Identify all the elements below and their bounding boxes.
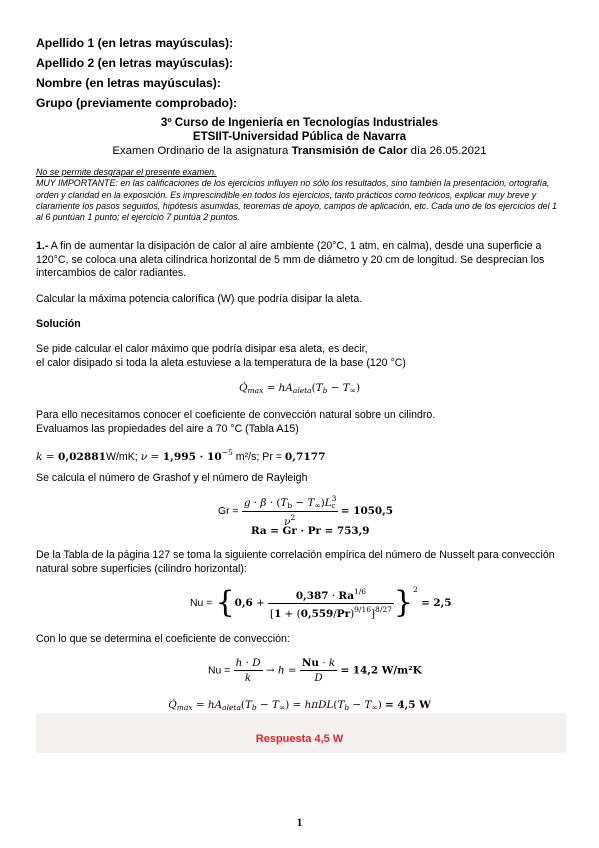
- nu-fraction: $\frac{0,387 \cdot Ra^{1/6}}{[1 + (0,559/Pr)^{9/16}]^{8/27}}$: [270, 586, 392, 620]
- equation-h: Nu = $\frac{h \cdot D}{k}$ → h = $\frac{Nu \cdot k}{D}$ = 14,2 W/m²K: [208, 657, 422, 684]
- answer-text: Respuesta 4,5 W: [255, 733, 344, 745]
- exam-date: día 26.05.2021: [410, 145, 487, 157]
- course-title: 3º Curso de Ingeniería en Tecnologías Industriales: [160, 116, 439, 129]
- solution-para-5: Con lo que se determina el coeficiente de convección:: [36, 633, 290, 645]
- h-value: = 14,2 W/m²K: [340, 664, 422, 677]
- solution-p2b: Evaluamos las propiedades del aire a 70 °C (Tabla A15): [36, 422, 299, 435]
- exam-line: [0, 145, 599, 157]
- problem-statement: [36, 240, 568, 281]
- field-nombre: Nombre (en letras mayúsculas):: [36, 76, 221, 90]
- q-value: = 4,5 W: [385, 699, 431, 711]
- solution-p1b: el calor disipado si toda la aleta estuviese a la temperatura de la base (120 °C): [36, 356, 406, 369]
- solution-para-4: De la Tabla de la página 127 se toma la siguiente correlación empírica del número de Nusselt para convección natural sobre superficies (cilindro horizontal):: [36, 549, 555, 575]
- problem-number: 1.-: [36, 240, 49, 252]
- solution-para-3: Se calcula el número de Grashof y el número de Rayleigh: [36, 472, 308, 484]
- equation-nusselt: Nu = {0,6 + $\frac{0,387 \cdot Ra^{1/6}}{[1 + (0,559/Pr)^{9/16}]^{8/27}}$ }$^2$ = 2,5: [190, 585, 452, 620]
- nu-label: Nu =: [190, 598, 213, 609]
- nu-unit: m²/s; Pr =: [232, 451, 285, 463]
- note-no-desgrapar: No se permite desgrapar el presente examen.: [36, 167, 217, 177]
- equation-grashof: [218, 494, 393, 528]
- solution-p1a: Se pide calcular el calor máximo que podría disipar esa aleta, es decir,: [36, 343, 368, 355]
- h-nu-label: Nu =: [208, 665, 231, 677]
- field-apellido-1: Apellido 1 (en letras mayúsculas):: [36, 36, 234, 50]
- gr-value: = 1050,5: [340, 505, 393, 517]
- problem-question: Calcular la máxima potencia calorífica (W) que podría disipar la aleta.: [36, 293, 363, 305]
- field-apellido-2: Apellido 2 (en letras mayúsculas):: [36, 56, 234, 70]
- rayleigh-line: Ra = Gr · Pr = 753,9: [251, 525, 370, 537]
- problem-text: A fin de aumentar la disipación de calor al aire ambiente (20°C, 1 atm, en calma), desde una superficie a 120°C, se coloca una aleta cilíndrica horizontal de 5 mm de diámetro y 20 cm de longitud. Se desprecian los intercambios de calor radiantes.: [36, 240, 545, 280]
- solution-p2a: Para ello necesitamos conocer el coeficiente de convección natural sobre un cilindro.: [36, 409, 436, 421]
- nu-mantissa: 1,995 · 10: [162, 451, 222, 463]
- equation-qmax-final: $Q̇_{max} = hA_{aleta}(T_b - T_\infty) = h\pi DL(T_b - T_\infty) = 4,5$ W: [168, 699, 431, 712]
- school-name: ETSIIT-Universidad Pública de Navarra: [192, 130, 407, 143]
- note-important: MUY IMPORTANTE: en las calificaciones de los ejercicios influyen no sólo los resultados, sino también la presentación, ortografía, orden y claridad en la exposición. Es imprescindible en todos los ejercicios, tanto prácticos como teóricos, explicar muy breve y claramente los pasos seguidos, hipótesis asumidas, teoremas de apoyo, campos de aplicación, etc. Cada uno de los ejercicios del 1 al 6 puntúan 1 punto; el ejercicio 7 puntúa 2 puntos.: [36, 178, 557, 223]
- page-number: 1: [296, 817, 303, 829]
- exam-subject: Transmisión de Calor: [291, 145, 408, 157]
- solution-heading: Solución: [36, 318, 81, 330]
- gr-label: Gr =: [218, 506, 239, 517]
- exam-prefix: Examen Ordinario de la asignatura: [112, 145, 289, 157]
- air-properties: k = 0,02881W/mK; $\nu = 1,995 \cdot 10^{-5}$ m²/s; Pr = 0,7177: [36, 448, 326, 463]
- pr-value: 0,7177: [284, 451, 326, 463]
- nu-value: = 2,5: [421, 597, 452, 609]
- k-unit: W/mK;: [105, 451, 138, 463]
- solution-para-1: [36, 343, 568, 370]
- solution-para-2: [36, 409, 568, 436]
- equation-qmax: $Q̇_{max} = hA_{aleta}(T_b - T_\infty)$: [238, 382, 361, 395]
- nu-exponent: −5: [221, 448, 233, 457]
- notes-block: [36, 167, 566, 223]
- k-value: 0,02881: [58, 451, 106, 463]
- gr-fraction: $\frac{g \cdot \beta \cdot (T_b - T_\infty)L^3_c}{\nu^2}$: [243, 494, 337, 528]
- field-grupo: Grupo (previamente comprobado):: [36, 96, 238, 110]
